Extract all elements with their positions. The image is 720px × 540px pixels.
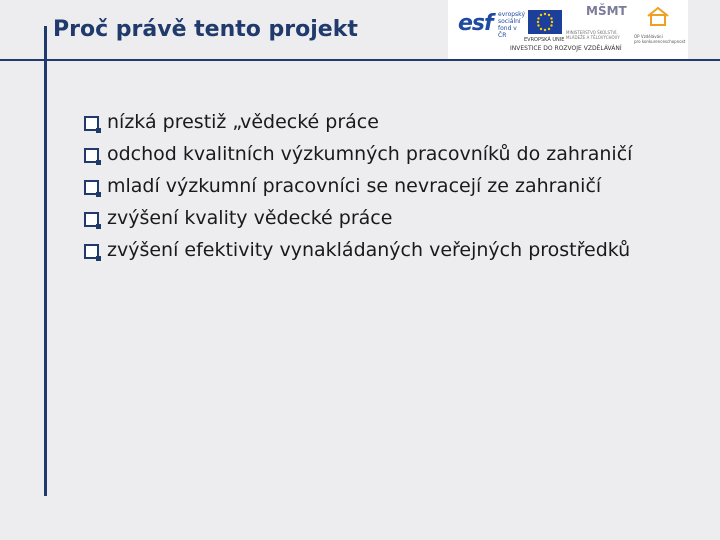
checkbox-bullet-icon [84, 116, 99, 131]
msmt-logo-text: MINISTERSTVO ŠKOLSTVÍ, MLÁDEŽE A TĚLOVÝCHOVY [566, 30, 620, 40]
bullet-item [84, 172, 704, 201]
checkbox-bullet-icon [84, 180, 99, 195]
title-underline [0, 59, 720, 61]
logo-banner-caption: INVESTICE DO ROZVOJE VZDĚLÁVÁNÍ [510, 45, 622, 52]
bullet-text: zvýšení kvality vědecké práce [107, 207, 393, 229]
msmt-logo-mark: MŠMT [586, 4, 627, 18]
bullet-item [84, 140, 704, 169]
checkbox-bullet-icon [84, 148, 99, 163]
bullet-text: mladí výzkumní pracovníci se nevracejí ze zahraničí [107, 175, 602, 197]
esf-logo [458, 8, 524, 42]
msmt-logo [566, 6, 626, 42]
vertical-accent-line [44, 26, 47, 496]
esf-logo-letters: esf [458, 11, 493, 36]
op-vk-logo [634, 6, 684, 46]
checkbox-bullet-icon [84, 212, 99, 227]
bullet-text: odchod kvalitních výzkumných pracovníků do zahraničí [107, 143, 633, 165]
slide-title: Proč právě tento projekt [53, 17, 358, 42]
bullet-item [84, 204, 704, 233]
bullet-text: zvýšení efektivity vynakládaných veřejných prostředků [107, 239, 631, 261]
logo-banner [448, 0, 688, 59]
op-vk-logo-text: OP Vzdělávání pro konkurenceschopnost [634, 34, 686, 44]
bullet-item [84, 236, 704, 265]
bullet-item [84, 108, 704, 137]
house-icon [646, 6, 670, 26]
checkbox-bullet-icon [84, 244, 99, 259]
eu-flag-icon [528, 10, 562, 34]
esf-logo-text: evropský sociální fond v ČR [498, 11, 525, 39]
eu-logo-caption: EVROPSKÁ UNIE [524, 37, 565, 43]
bullet-list [84, 108, 704, 268]
bullet-text: nízká prestiž „vědecké práce [107, 111, 379, 133]
